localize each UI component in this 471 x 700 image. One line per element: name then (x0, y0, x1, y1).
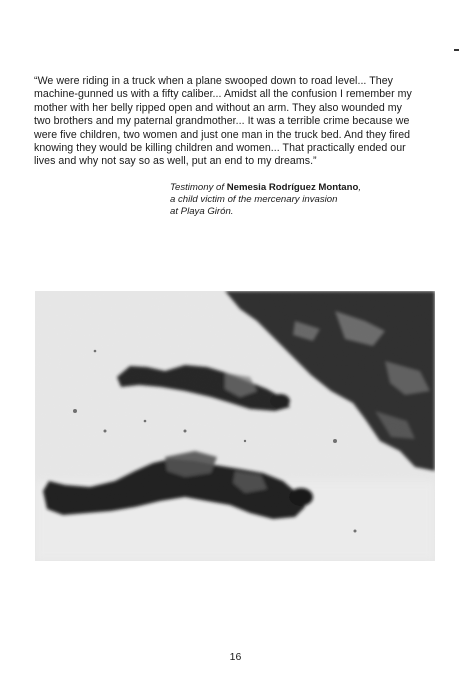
testimony-attribution (170, 182, 430, 219)
quote-line: “We were riding in a truck when a plane swooped down to road level... They (34, 75, 393, 87)
photograph-image (35, 291, 435, 561)
scan-mark (454, 49, 459, 51)
attribution-line-1 (170, 182, 430, 194)
attribution-line-2: a child victim of the mercenary invasion (170, 194, 338, 206)
quote-line: machine-gunned us with a fifty caliber... Amidst all the confusion I remember my (34, 88, 412, 101)
quote-line: mother with her belly ripped open and without an arm. They also wounded my (34, 101, 403, 114)
witness-name: Nemesia Rodríguez Montano (226, 182, 359, 193)
attribution-line-3: at Playa Girón. (170, 206, 234, 218)
attribution-suffix: , (358, 182, 362, 193)
photograph (35, 291, 435, 561)
quote-line: two brothers and my paternal grandmother... It was a terrible crime because we (34, 115, 410, 128)
page-number: 16 (229, 651, 242, 663)
testimony-quote (34, 75, 444, 169)
quote-line: knowing they would be killing children and women... That practically ended our (34, 142, 406, 155)
quote-line: lives and why not say so as well, put an end to my dreams.” (34, 155, 317, 168)
quote-line: were five children, two women and just one man in the truck bed. And they fired (34, 128, 411, 141)
attribution-prefix: Testimony of (170, 182, 227, 193)
